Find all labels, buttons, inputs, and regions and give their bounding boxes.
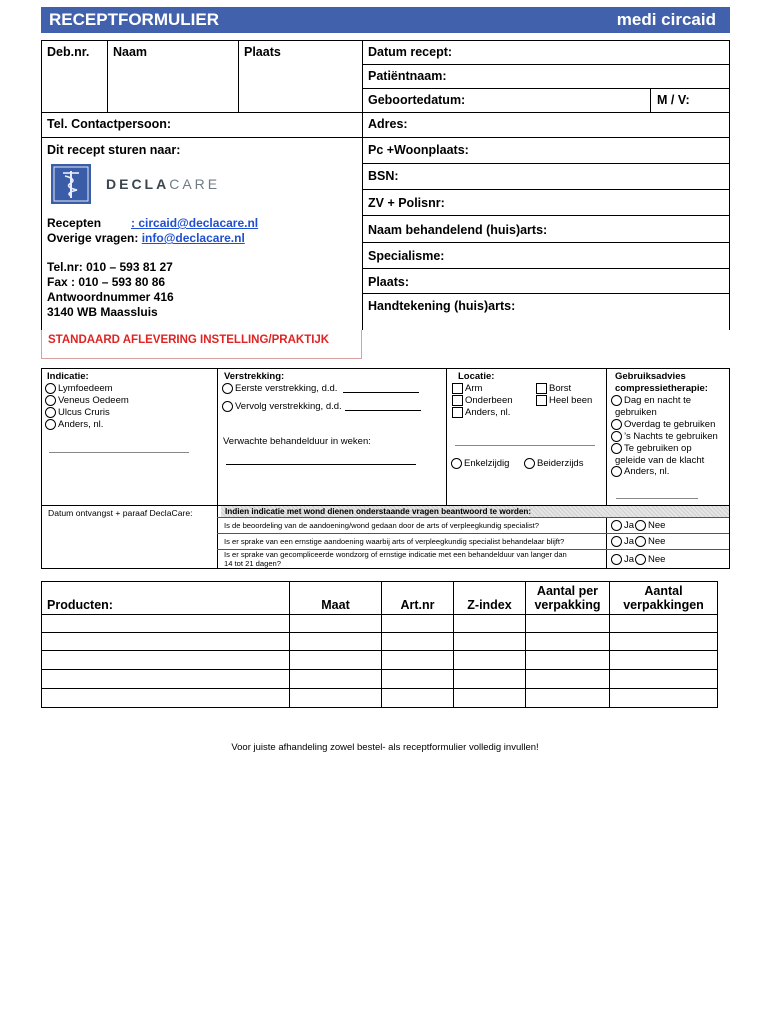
advies-overdag[interactable]: Overdag te gebruiken	[611, 419, 715, 430]
indicatie-title: Indicatie:	[47, 371, 89, 382]
recepten-line: Recepten : circaid@declacare.nl	[47, 216, 259, 230]
indicatie-option-ulcus[interactable]: Ulcus Cruris	[45, 407, 110, 418]
checkbox-icon	[536, 395, 547, 406]
vragen-line: Overige vragen: info@declacare.nl	[47, 231, 245, 245]
radio-icon	[524, 458, 535, 469]
q2-ja[interactable]: Ja	[611, 536, 634, 547]
locatie-heel-been[interactable]: Heel been	[536, 395, 592, 406]
wond-question-3-cont: 14 tot 21 dagen?	[224, 559, 282, 568]
naam-label: Naam	[113, 45, 148, 59]
gebruiksadvies-title-2: compressietherapie:	[615, 383, 708, 394]
q2-nee[interactable]: Nee	[635, 536, 665, 547]
advies-nachts[interactable]: ’s Nachts te gebruiken	[611, 431, 718, 442]
declacare-wordmark: DECLACARE	[106, 176, 221, 192]
wond-question-1: Is de beoordeling van de aandoening/wond gedaan door de arts of verpleegkundig specialist?	[224, 521, 539, 530]
vragen-email-link[interactable]: info@declacare.nl	[141, 231, 245, 245]
patientnaam-field[interactable]: Patiëntnaam:	[368, 69, 447, 83]
radio-icon	[222, 401, 233, 412]
antwoordnummer: Antwoordnummer 416	[47, 290, 174, 304]
behandelend-arts-field[interactable]: Naam behandelend (huis)arts:	[368, 223, 548, 237]
radio-icon	[611, 554, 622, 565]
locatie-anders[interactable]: Anders, nl.	[452, 407, 510, 418]
col-aantal-per: Aantal per verpakking	[534, 584, 601, 612]
indicatie-anders-line[interactable]	[49, 452, 189, 453]
radio-icon	[451, 458, 462, 469]
ontvangst-label: Datum ontvangst + paraaf DeclaCare:	[48, 508, 193, 518]
radio-icon	[45, 395, 56, 406]
checkbox-icon	[452, 395, 463, 406]
title-bar	[41, 7, 730, 33]
checkbox-icon	[536, 383, 547, 394]
radio-icon	[45, 419, 56, 430]
col-aantal-verpakkingen: Aantal verpakkingen	[623, 584, 704, 612]
col-zindex: Z-index	[467, 598, 512, 612]
wond-question-2: Is er sprake van een ernstige aandoening waarbij arts of verpleegkundig specialist behandelaar blijft?	[224, 537, 565, 546]
zv-polisnr-field[interactable]: ZV + Polisnr:	[368, 196, 445, 210]
q1-ja[interactable]: Ja	[611, 520, 634, 531]
gebruiksadvies-title-1: Gebruiksadvies	[615, 371, 686, 382]
col-artnr: Art.nr	[400, 598, 435, 612]
recepten-email-link[interactable]: : circaid@declacare.nl	[131, 216, 259, 230]
radio-icon	[222, 383, 233, 394]
wond-header: Indien indicatie met wond dienen onderstaande vragen beantwoord te worden:	[225, 507, 532, 516]
locatie-enkelzijdig[interactable]: Enkelzijdig	[451, 458, 509, 469]
datum-recept-field[interactable]: Datum recept:	[368, 45, 453, 59]
locatie-anders-line[interactable]	[455, 445, 595, 446]
standaard-aflevering: STANDAARD AFLEVERING INSTELLING/PRAKTIJK	[48, 334, 330, 346]
advies-op-geleide-cont: geleide van de klacht	[615, 455, 705, 466]
vervolg-date-line[interactable]	[345, 410, 421, 411]
radio-icon	[635, 536, 646, 547]
radio-icon	[611, 520, 622, 531]
brand-name: medi circaid	[616, 10, 716, 29]
checkbox-icon	[452, 407, 463, 418]
footer-note: Voor juiste afhandeling zowel bestel- als receptformulier volledig invullen!	[231, 742, 539, 753]
wond-question-3: Is er sprake van gecompliceerde wondzorg of ernstige indicatie met een behandelduur van langer dan	[224, 550, 567, 559]
fax: Fax : 010 – 593 80 86	[47, 275, 166, 289]
col-maat: Maat	[321, 598, 350, 612]
locatie-beiderzijds[interactable]: Beiderzijds	[524, 458, 583, 469]
adres-field[interactable]: Adres:	[368, 117, 408, 131]
geslacht-field[interactable]: M / V:	[657, 93, 690, 107]
specialisme-field[interactable]: Specialisme:	[368, 249, 445, 263]
locatie-title: Locatie:	[458, 371, 495, 382]
indicatie-option-anders[interactable]: Anders, nl.	[45, 419, 103, 430]
radio-icon	[611, 419, 622, 430]
radio-icon	[635, 520, 646, 531]
behandelduur-label: Verwachte behandelduur in weken:	[223, 436, 371, 447]
declacare-logo-icon	[51, 164, 91, 204]
radio-icon	[611, 431, 622, 442]
verstrekking-eerste[interactable]: Eerste verstrekking, d.d.	[222, 383, 337, 394]
radio-icon	[611, 395, 622, 406]
plaats-label: Plaats	[244, 45, 281, 59]
postcode-plaats: 3140 WB Maassluis	[47, 305, 158, 319]
q3-nee[interactable]: Nee	[635, 554, 665, 565]
col-producten: Producten:	[47, 598, 113, 612]
verstrekking-title: Verstrekking:	[224, 371, 285, 382]
advies-dag-nacht-cont: gebruiken	[615, 407, 657, 418]
q3-ja[interactable]: Ja	[611, 554, 634, 565]
advies-dag-nacht[interactable]: Dag en nacht te	[611, 395, 691, 406]
pc-woonplaats-field[interactable]: Pc +Woonplaats:	[368, 143, 469, 157]
checkbox-icon	[452, 383, 463, 394]
advies-anders[interactable]: Anders, nl.	[611, 466, 669, 477]
locatie-onderbeen[interactable]: Onderbeen	[452, 395, 513, 406]
behandelduur-line[interactable]	[226, 464, 416, 465]
tel-contact-label: Tel. Contactpersoon:	[47, 117, 172, 131]
radio-icon	[611, 443, 622, 454]
geboortedatum-field[interactable]: Geboortedatum:	[368, 93, 466, 107]
telnr: Tel.nr: 010 – 593 81 27	[47, 260, 173, 274]
indicatie-option-lymfoedeem[interactable]: Lymfoedeem	[45, 383, 113, 394]
locatie-borst[interactable]: Borst	[536, 383, 571, 394]
eerste-date-line[interactable]	[343, 392, 419, 393]
advies-op-geleide[interactable]: Te gebruiken op	[611, 443, 692, 454]
verstrekking-vervolg[interactable]: Vervolg verstrekking, d.d.	[222, 401, 342, 412]
radio-icon	[611, 536, 622, 547]
plaats-field[interactable]: Plaats:	[368, 275, 409, 289]
radio-icon	[611, 466, 622, 477]
advies-anders-line[interactable]	[616, 498, 698, 499]
handtekening-field[interactable]: Handtekening (huis)arts:	[368, 299, 516, 313]
locatie-arm[interactable]: Arm	[452, 383, 482, 394]
radio-icon	[45, 383, 56, 394]
radio-icon	[45, 407, 56, 418]
q1-nee[interactable]: Nee	[635, 520, 665, 531]
sturen-naar-label: Dit recept sturen naar:	[47, 143, 181, 157]
radio-icon	[635, 554, 646, 565]
indicatie-option-veneus[interactable]: Veneus Oedeem	[45, 395, 129, 406]
bsn-field[interactable]: BSN:	[368, 169, 399, 183]
deb-nr-label: Deb.nr.	[47, 45, 90, 59]
form-title: RECEPTFORMULIER	[49, 10, 219, 29]
